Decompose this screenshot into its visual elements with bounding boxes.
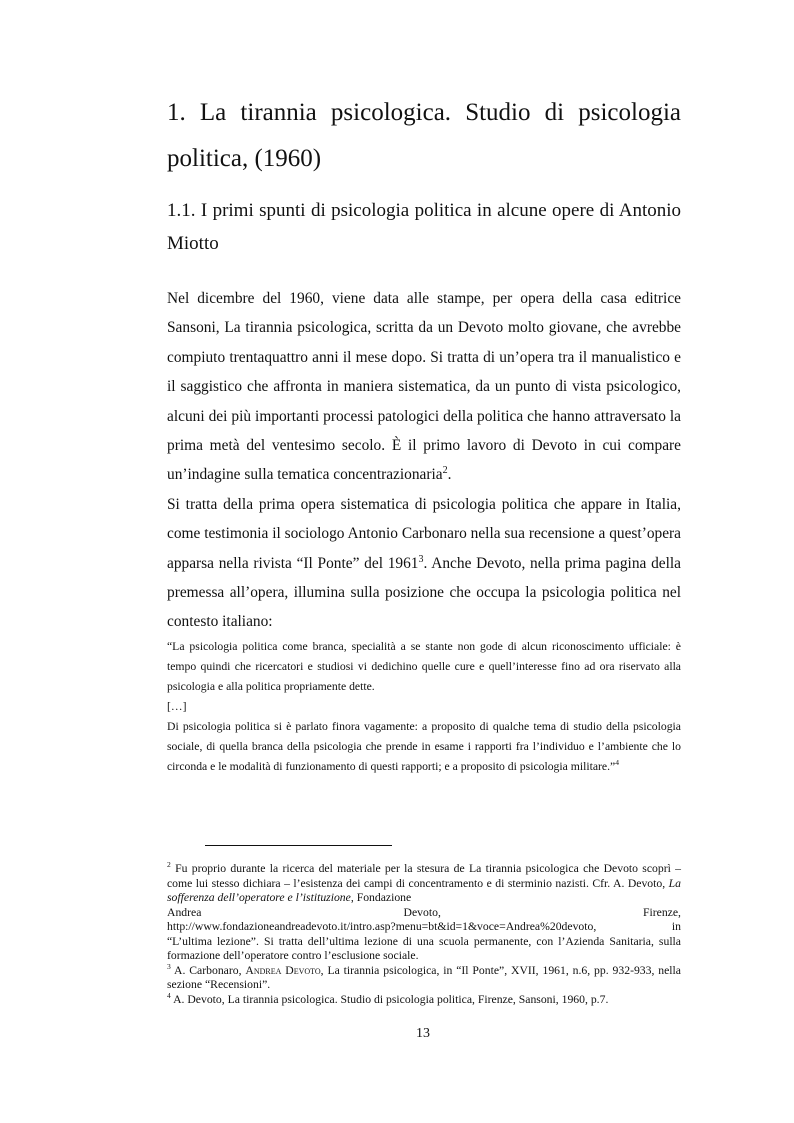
chapter-heading: 1. La tirannia psicologica. Studio di psicologia politica, (1960) bbox=[167, 99, 681, 172]
quote-paragraph-2: Di psicologia politica si è parlato finora vagamente: a proposito di qualche tema di studio della psicologia sociale, di quella branca della psicologia che prende in esame i rapporti fra l’individuo e l’ambiente che lo circonda e le modalità di funzionamento di questi rapporti; e a proposito di psicologia militare.”$^4$ bbox=[167, 720, 681, 773]
page-number: 13 bbox=[416, 1026, 430, 1041]
paragraph-1: Nel dicembre del 1960, viene data alle stampe, per opera della casa editrice Sansoni, La tirannia psicologica, scritta da un Devoto molto giovane, che avrebbe compiuto trentaquattro anni il mese dopo. Si tratta di un’opera tra il manualistico e il saggistico che affronta in maniera sistematica, da un punto di vista psicologico, alcuni dei più importanti processi patologici della politica che hanno attraversato la prima metà del ventesimo secolo. È il primo lavoro di Devoto in cui compare un’indagine sulla tematica concentrazionaria$^2$. bbox=[167, 290, 681, 484]
footnotes bbox=[167, 862, 681, 1007]
body-text bbox=[167, 284, 681, 637]
footnote-2-url-line: http://www.fondazioneandreadevoto.it/intro.asp?menu=bt&id=1&voce=Andrea%20devoto, in bbox=[167, 920, 681, 933]
quote-ellipsis: […] bbox=[167, 700, 187, 713]
block-quote bbox=[167, 637, 681, 777]
cited-title: La sofferenza dell’operatore e l’istituzione bbox=[167, 876, 681, 904]
section-heading: 1.1. I primi spunti di psicologia politica in alcune opere di Antonio Miotto bbox=[167, 200, 681, 254]
footnote-separator bbox=[205, 845, 392, 846]
footnote-ref-3[interactable]: 3 bbox=[418, 553, 424, 565]
footnote-2: $^2$ Fu proprio durante la ricerca del materiale per la stesura de La tirannia psicologica che Devoto scoprì – come lui stesso dichiara – l’esistenza dei campi di concentramento e di sterminio nazisti. Cfr. A. Devoto, La sofferenza dell’operatore e l’istituzione, Fondazione bbox=[167, 860, 681, 904]
footnote-2-spread-line: Andrea Devoto, Firenze, bbox=[167, 905, 681, 919]
fondazione-link[interactable]: http://www.fondazioneandreadevoto.it/intro.asp?menu=bt&id=1&voce=Andrea%20devoto, bbox=[167, 920, 597, 933]
footnote-4: $^4$ A. Devoto, La tirannia psicologica. Studio di psicologia politica, Firenze, Sansoni, 1960, p.7. bbox=[167, 990, 609, 1006]
footnote-ref-2[interactable]: 2 bbox=[442, 465, 448, 477]
paragraph-2: Si tratta della prima opera sistematica di psicologia politica che appare in Italia, come testimonia il sociologo Antonio Carbonaro nella sua recensione a quest’opera apparsa nella rivista “Il Ponte” del 1961$^3$. Anche Devoto, nella prima pagina della premessa all’opera, illumina sulla posizione che occupa la psicologia politica nel contesto italiano: bbox=[167, 495, 682, 631]
footnote-3: $^3$ A. Carbonaro, Andrea Devoto, La tirannia psicologica, in “Il Ponte”, XVII, 1961, n.6, pp. 932-933, nella sezione “Recensioni”. bbox=[167, 961, 681, 991]
quote-paragraph-1: “La psicologia politica come branca, specialità a se stante non gode di alcun riconoscimento ufficiale: è tempo quindi che ricercatori e studiosi vi dedichino quelle cure e quell’interesse fino ad ora riservato alla psicologia e alla politica propriamente dette. bbox=[167, 640, 681, 693]
footnote-2-continued: “L’ultima lezione”. Si tratta dell’ultima lezione di una scuola permanente, con l’Azienda Sanitaria, sulla formazione dell’operatore contro l’esclusione sociale. bbox=[167, 934, 681, 962]
footnote-ref-4[interactable]: 4 bbox=[615, 758, 620, 768]
